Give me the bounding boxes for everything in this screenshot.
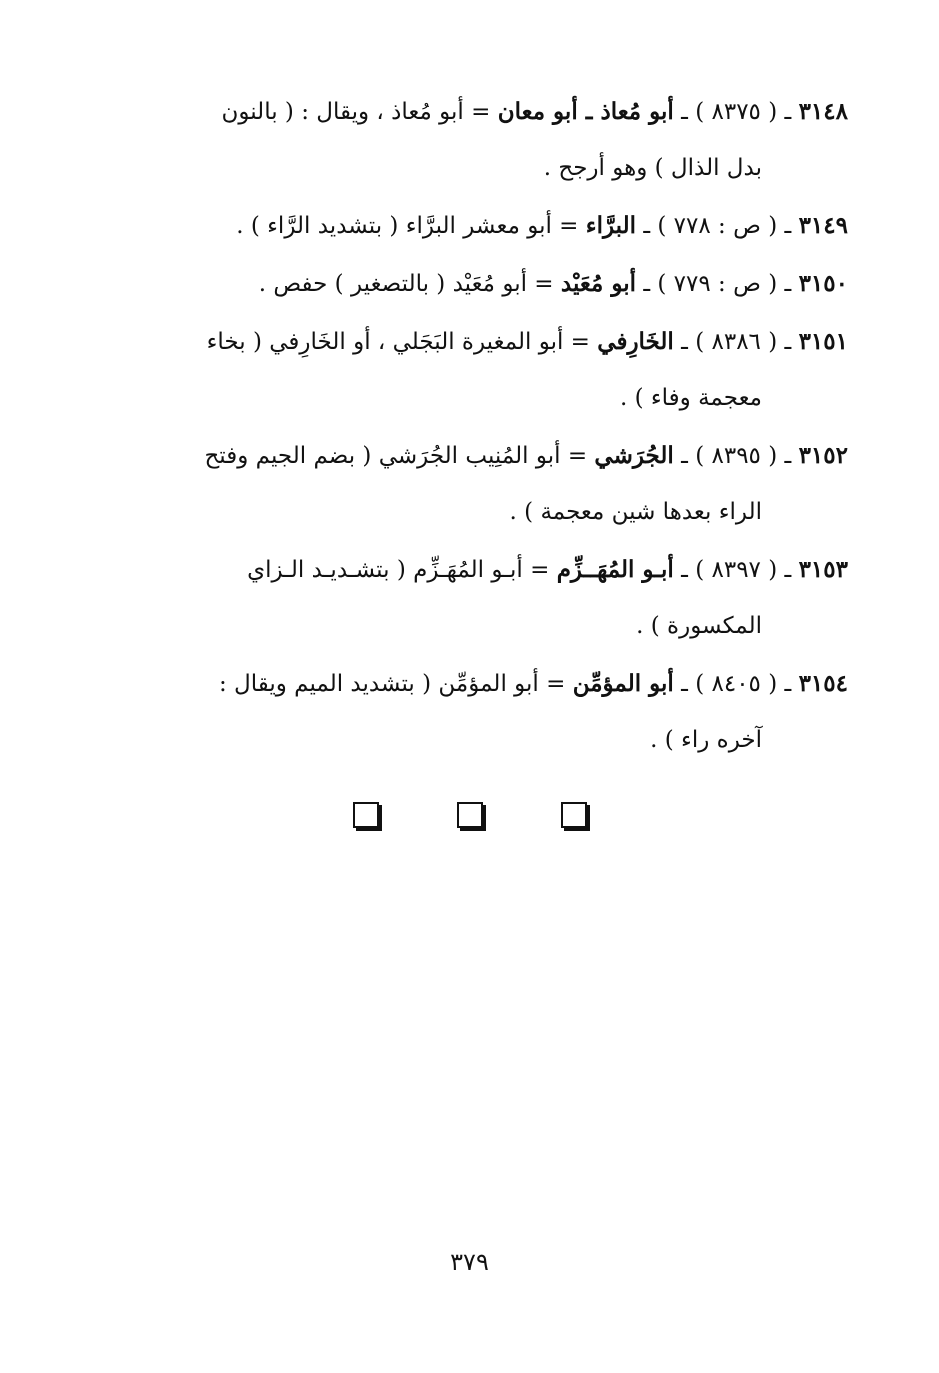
entry-3150 <box>96 256 848 312</box>
entry-description: = أبو معشر البرَّاء ( بتشديد الرَّاء ) . <box>236 213 579 239</box>
entry-separator: ـ <box>784 557 792 583</box>
entry-name: أبو المؤمِّن <box>572 670 674 697</box>
entry-continuation: الراء بعدها شين معجمة ) . <box>509 499 762 525</box>
entry-separator: ـ <box>681 99 688 125</box>
entry-name: الخَارِفي <box>597 328 674 355</box>
entry-description: = أبـو المُهَـزِّم ( بتشـديـد الـزاي <box>247 557 550 583</box>
square-ornament-icon <box>457 802 483 828</box>
entry-description: = أبو مُعَيْد ( بالتصغير ) حفص . <box>258 271 554 297</box>
section-end-ornaments <box>0 802 939 828</box>
entry-name: البرَّاء <box>585 212 636 239</box>
entry-name: أبو مُعاذ ـ أبو معان <box>497 98 674 125</box>
entry-description: = أبو المؤمِّن ( بتشديد الميم ويقال : <box>218 671 566 697</box>
entry-name: أبو مُعَيْد <box>560 270 636 297</box>
entry-reference: ( ص : ٧٧٩ ) <box>657 271 778 297</box>
entry-3152 <box>96 428 848 540</box>
entry-number: ٣١٥٠ <box>798 270 848 297</box>
entry-separator: ـ <box>643 213 651 239</box>
entry-reference: ( ٨٣٩٧ ) <box>695 557 778 583</box>
entry-3148 <box>96 84 848 196</box>
entry-separator: ـ <box>784 213 792 239</box>
entry-description: = أبو المغيرة البَجَلي ، أو الخَارِفي ( بخاء <box>206 329 590 355</box>
entry-separator: ـ <box>643 271 651 297</box>
entry-separator: ـ <box>784 671 792 697</box>
entry-3151 <box>96 314 848 426</box>
entry-continuation: معجمة وفاء ) . <box>619 385 762 411</box>
entry-reference: ( ٨٤٠٥ ) <box>695 671 778 697</box>
entry-3153 <box>96 542 848 654</box>
entries-list <box>96 84 848 770</box>
entry-separator: ـ <box>681 329 688 355</box>
entry-separator: ـ <box>784 443 792 469</box>
entry-description: = أبو مُعاذ ، ويقال : ( بالنون <box>221 99 491 125</box>
entry-continuation: آخره راء ) . <box>650 727 762 753</box>
entry-number: ٣١٤٩ <box>798 212 848 239</box>
entry-description: = أبو المُنِيب الجُرَشي ( بضم الجيم وفتح <box>204 443 588 469</box>
entry-3154 <box>96 656 848 768</box>
entry-name: الجُرَشي <box>594 442 674 469</box>
entry-separator: ـ <box>784 99 792 125</box>
square-ornament-icon <box>561 802 587 828</box>
entry-reference: ( ٨٣٨٦ ) <box>695 329 778 355</box>
entry-separator: ـ <box>784 329 792 355</box>
entry-number: ٣١٥٢ <box>798 442 848 469</box>
entry-number: ٣١٥٣ <box>798 556 848 583</box>
entry-separator: ـ <box>681 557 688 583</box>
entry-3149 <box>96 198 848 254</box>
entry-number: ٣١٤٨ <box>798 98 848 125</box>
square-ornament-icon <box>353 802 379 828</box>
entry-continuation: المكسورة ) . <box>636 613 762 639</box>
entry-number: ٣١٥٤ <box>798 670 848 697</box>
entry-reference: ( ٨٣٧٥ ) <box>695 99 778 125</box>
entry-continuation: بدل الذال ) وهو أرجح . <box>543 155 762 181</box>
page-number: ٣٧٩ <box>450 1248 489 1276</box>
entry-separator: ـ <box>681 443 688 469</box>
entry-reference: ( ص : ٧٧٨ ) <box>657 213 778 239</box>
entry-separator: ـ <box>784 271 792 297</box>
entry-name: أبـو المُهَــزِّم <box>556 556 674 583</box>
entry-reference: ( ٨٣٩٥ ) <box>695 443 778 469</box>
entry-separator: ـ <box>681 671 688 697</box>
entry-number: ٣١٥١ <box>798 328 848 355</box>
